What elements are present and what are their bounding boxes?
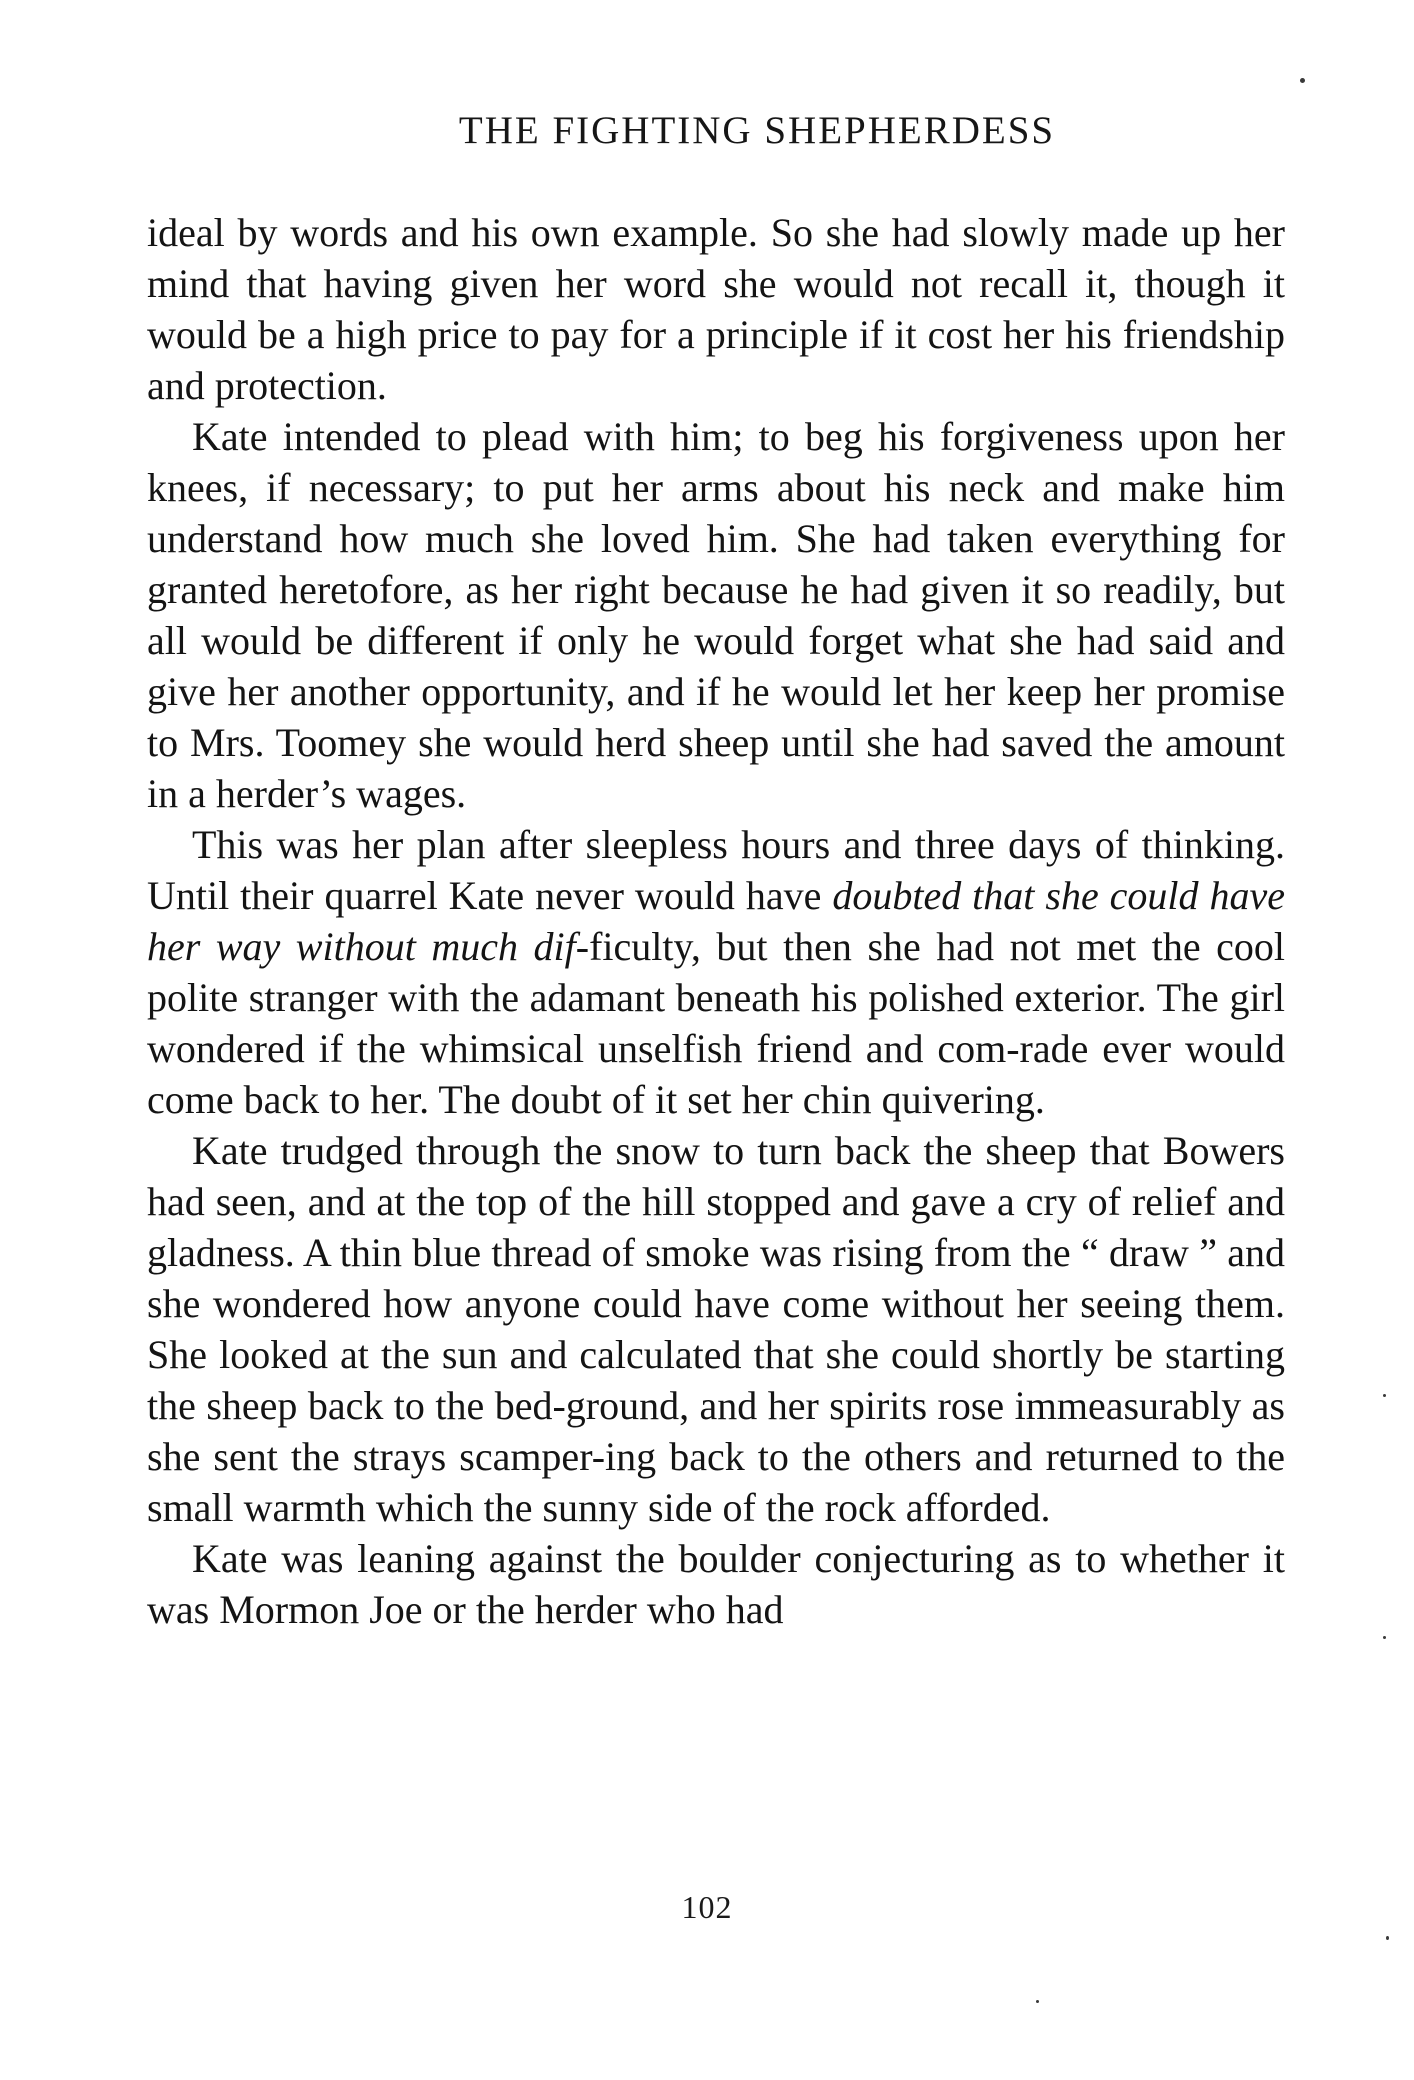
paragraph-text: Kate intended to plead with him; to beg his forgiveness upon her knees, if necessary; to put her arms about his neck and make him understand how much she loved him. She had taken everything for granted heretofore, as her right because he had given it so readily, but all would be different if only he would forget what she had said and give her another opportunity, and if he would let her keep her promise to Mrs. Toomey she would herd sheep until she had saved the amount in a herder’s wages.	[147, 414, 1285, 816]
paragraph	[147, 1533, 1285, 1635]
paragraph	[147, 411, 1285, 819]
paragraph-text: ideal by words and his own example. So she had slowly made up her mind that having given her word she would not recall it, though it would be a high price to pay for a principle if it cost her his friendship and protection.	[147, 210, 1285, 408]
paragraph-text: Kate trudged through the snow to turn back the sheep that Bowers had seen, and at the top of the hill stopped and gave a cry of relief and gladness. A thin blue thread of smoke was rising from the “ draw ” and she wondered how anyone could have come without her seeing them. She looked at the sun and calculated that she could shortly be starting the sheep back to the bed-ground, and her spirits rose immeasurably as she sent the strays scamper-ing back to the others and returned to the small warmth which the sunny side of the rock afforded.	[147, 1128, 1285, 1530]
paragraph	[147, 1125, 1285, 1533]
running-head: THE FIGHTING SHEPHERDESS	[458, 109, 1056, 152]
paragraph-text: ficulty, but then she had not met the cool polite stranger with the adamant beneath his polished exterior. The girl wondered if the whimsical unselfish friend and com-rade ever would come back to her. The doubt of it set her chin quivering.	[147, 924, 1285, 1122]
paragraph-text: This was her plan after sleepless hours and three days of thinking. Until their quarrel Kate never would have	[147, 822, 1285, 918]
body-text	[147, 207, 1285, 1635]
page-number: 102	[681, 1889, 733, 1925]
print-speck	[1383, 1394, 1386, 1397]
print-speck	[1300, 78, 1305, 83]
paragraph-italic-text: doubted that she could have her way without much dif-	[147, 873, 1285, 969]
print-speck	[1036, 2000, 1039, 2003]
print-speck	[1386, 1936, 1389, 1940]
paragraph	[147, 207, 1285, 411]
paragraph-text: Kate was leaning against the boulder conjecturing as to whether it was Mormon Joe or the herder who had	[147, 1536, 1285, 1632]
paragraph	[147, 819, 1285, 1125]
print-speck	[1383, 1636, 1386, 1639]
